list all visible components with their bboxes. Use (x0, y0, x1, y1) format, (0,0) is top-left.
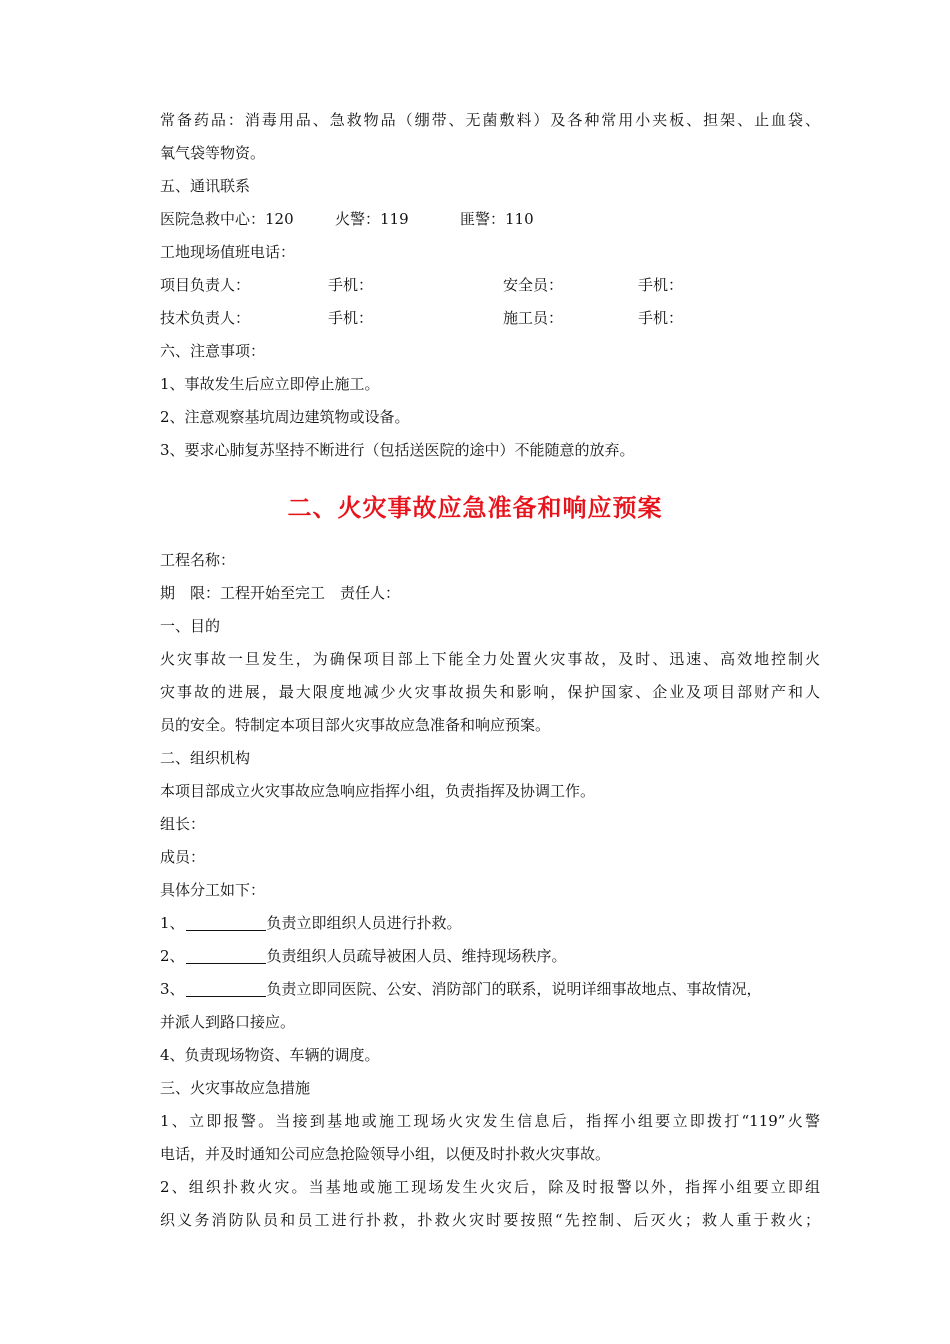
emergency-phones (160, 209, 820, 229)
section-heading: 六、注意事项： (160, 342, 266, 360)
page-title: 二、火灾事故应急准备和响应预案 (287, 494, 663, 522)
section-heading: 三、火灾事故应急措施 (160, 1079, 311, 1097)
mobile-label: 手机： (328, 276, 374, 294)
fill-blank (186, 947, 266, 964)
safety-officer-label: 安全员： (503, 276, 564, 294)
mobile-label: 手机： (638, 309, 684, 327)
assignment-item (160, 979, 820, 999)
text-line: 灾事故的进展，最大限度地减少火灾事故损失和影响，保护国家、企业及项目部财产和人 (160, 683, 820, 701)
text-line: 常备药品：消毒用品、急救物品（绷带、无菌敷料）及各种常用小夹板、担架、止血袋、 (160, 111, 820, 129)
list-item: 2、注意观察基坑周边建筑物或设备。 (160, 408, 410, 426)
worker-label: 施工员： (503, 309, 564, 327)
text-line: 2、组织扑救火灾。当基地或施工现场发生火灾后，除及时报警以外，指挥小组要立即组 (160, 1178, 820, 1196)
duty-row (160, 308, 820, 328)
police-phone: 匪警：110 (460, 210, 534, 228)
period-line: 期 限：工程开始至完工 责任人： (160, 584, 401, 602)
section-heading: 二、组织机构 (160, 749, 251, 767)
section-heading: 一、目的 (160, 617, 221, 635)
leader-line: 组长： (160, 815, 206, 833)
text-line: 电话，并及时通知公司应急抢险领导小组，以便及时扑救火灾事故。 (160, 1145, 611, 1163)
text-line: 员的安全。特制定本项目部火灾事故应急准备和响应预案。 (160, 716, 551, 734)
list-item: 4、负责现场物资、车辆的调度。 (160, 1046, 380, 1064)
duty-row (160, 275, 820, 295)
tech-lead-label: 技术负责人： (160, 309, 251, 327)
list-item: 1、事故发生后应立即停止施工。 (160, 375, 380, 393)
mobile-label: 手机： (638, 276, 684, 294)
text-line: 火灾事故一旦发生，为确保项目部上下能全力处置火灾事故，及时、迅速、高效地控制火 (160, 650, 820, 668)
fire-phone: 火警：119 (335, 210, 409, 228)
hospital-phone: 医院急救中心：120 (160, 210, 294, 228)
item-number: 1、 (160, 914, 185, 932)
text-line: 并派人到路口接应。 (160, 1013, 296, 1031)
text-line: 织义务消防队员和员工进行扑救，扑救火灾时要按照“先控制、后灭火；救人重于救火； (160, 1211, 820, 1229)
mobile-label: 手机： (328, 309, 374, 327)
text-line: 1、立即报警。当接到基地或施工现场火灾发生信息后，指挥小组要立即拨打“119”火警 (160, 1112, 820, 1130)
item-number: 3、 (160, 980, 185, 998)
list-item: 3、要求心肺复苏坚持不断进行（包括送医院的途中）不能随意的放弃。 (160, 441, 635, 459)
text-line: 氧气袋等物资。 (160, 144, 266, 162)
item-number: 2、 (160, 947, 185, 965)
project-name-line: 工程名称： (160, 551, 236, 569)
assignment-item (160, 913, 820, 933)
fill-blank (186, 980, 266, 997)
text-line: 本项目部成立火灾事故应急响应指挥小组，负责指挥及协调工作。 (160, 782, 596, 800)
item-text: 负责立即组织人员进行扑救。 (266, 914, 462, 932)
text-line: 工地现场值班电话： (160, 243, 296, 261)
text-line: 具体分工如下： (160, 881, 266, 899)
project-lead-label: 项目负责人： (160, 276, 251, 294)
item-text: 负责组织人员疏导被困人员、维持现场秩序。 (266, 947, 567, 965)
fill-blank (186, 914, 266, 931)
item-text: 负责立即同医院、公安、消防部门的联系，说明详细事故地点、事故情况， (266, 980, 762, 998)
members-line: 成员： (160, 848, 206, 866)
section-heading: 五、通讯联系 (160, 177, 251, 195)
assignment-item (160, 946, 820, 966)
